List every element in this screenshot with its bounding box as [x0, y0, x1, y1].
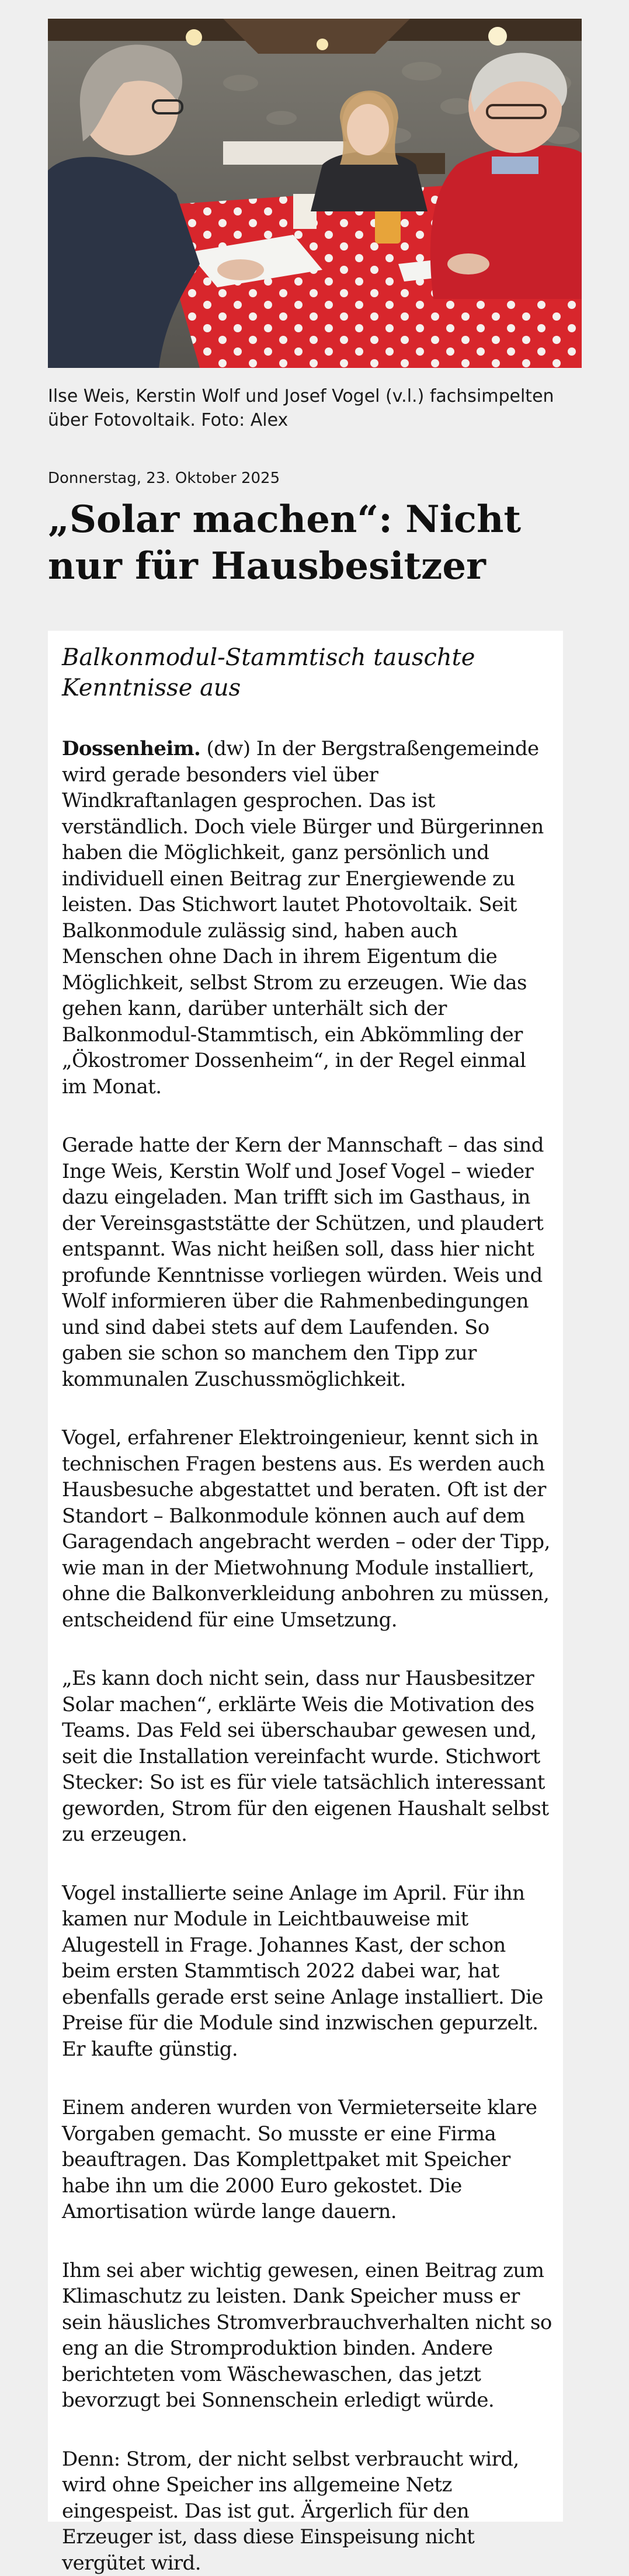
dateline-location: Dossenheim. — [62, 737, 200, 760]
body-paragraph: Denn: Strom, der nicht selbst verbraucht wird, wird ohne Speicher ins allgemeine Netz eingespeist. Das ist gut. Ärgerlich für den Erzeuger ist, dass diese Einspeisung nicht vergütet wird. — [62, 2446, 554, 2576]
article-subtitle: Balkonmodul-Stammtisch tauschte Kenntnisse aus — [62, 642, 552, 703]
lead-paragraph — [62, 736, 554, 1100]
body-paragraph: Vogel, erfahrener Elektroingenieur, kennt sich in technischen Fragen bestens aus. Es werden auch Hausbesuche abgestattet und beraten. Oft ist der Standort – Balkonmodule können auch auf dem Garagendach angebracht werden – oder der Tipp, wie man in der Mietwohnung Module installiert, ohne die Balkonverkleidung anbohren zu müssen, entscheidend für eine Umsetzung. — [62, 1425, 554, 1633]
body-paragraph: Gerade hatte der Kern der Mannschaft – das sind Inge Weis, Kerstin Wolf und Josef Vogel – wieder dazu eingeladen. Man trifft sich im Gasthaus, in der Vereinsgaststätte der Schützen, und plaudert entspannt. Was nicht heißen soll, dass hier nicht profunde Kenntnisse vorliegen würden. Weis und Wolf informieren über die Rahmenbedingungen und sind dabei stets auf dem Laufenden. So gaben sie schon so manchem den Tipp zur kommunalen Zuschussmöglichkeit. — [62, 1132, 554, 1392]
article-body-card — [48, 631, 563, 2522]
article-date: Donnerstag, 23. Oktober 2025 — [48, 468, 280, 488]
lead-paragraph-text: (dw) In der Bergstraßengemeinde wird gerade besonders viel über Windkraftanlagen gesprochen. Das ist verständlich. Doch viele Bürger und Bürgerinnen haben die Möglichkeit, ganz persönlich und individuell einen Beitrag zur Energiewende zu leisten. Das Stichwort lautet Photovoltaik. Seit Balkonmodule zulässig sind, haben auch Menschen ohne Dach in ihrem Eigentum die Möglichkeit, selbst Strom zu erzeugen. Wie das gehen kann, darüber unterhält sich der Balkonmodul-Stammtisch, ein Abkömmling der „Ökostromer Dossenheim“, in der Regel einmal im Monat. — [62, 737, 544, 1098]
photo-caption: Ilse Weis, Kerstin Wolf und Josef Vogel (v.l.) fachsimpelten über Fotovoltaik. Foto: Alex — [48, 384, 582, 432]
body-paragraph: „Es kann doch nicht sein, dass nur Hausbesitzer Solar machen“, erklärte Weis die Motivation des Teams. Das Feld sei überschaubar gewesen und, seit die Installation vereinfacht wurde. Stichwort Stecker: So ist es für viele tatsächlich interessant geworden, Strom für den eigenen Haushalt selbst zu erzeugen. — [62, 1666, 554, 1848]
article-photo-image — [48, 19, 582, 368]
article-title: „Solar machen“: Nicht nur für Hausbesitzer — [48, 496, 582, 590]
article-photo — [48, 19, 582, 368]
body-paragraph: Vogel installierte seine Anlage im April. Für ihn kamen nur Module in Leichtbauweise mit Alugestell in Frage. Johannes Kast, der schon beim ersten Stammtisch 2022 dabei war, hat ebenfalls gerade erst seine Anlage installiert. Die Preise für die Module sind inzwischen gepurzelt. Er kaufte günstig. — [62, 1880, 554, 2063]
body-paragraph: Einem anderen wurden von Vermieterseite klare Vorgaben gemacht. So musste er eine Firma beauftragen. Das Komplettpaket mit Speicher habe ihn um die 2000 Euro gekostet. Die Amortisation würde lange dauern. — [62, 2095, 554, 2225]
body-paragraph: Ihm sei aber wichtig gewesen, einen Beitrag zum Klimaschutz zu leisten. Dank Speicher muss er sein häusliches Stromverbrauchverhalten nicht so eng an die Stromproduktion binden. Andere berichteten vom Wäschewaschen, das jetzt bevorzugt bei Sonnenschein erledigt würde. — [62, 2258, 554, 2414]
article-text — [62, 736, 554, 2576]
